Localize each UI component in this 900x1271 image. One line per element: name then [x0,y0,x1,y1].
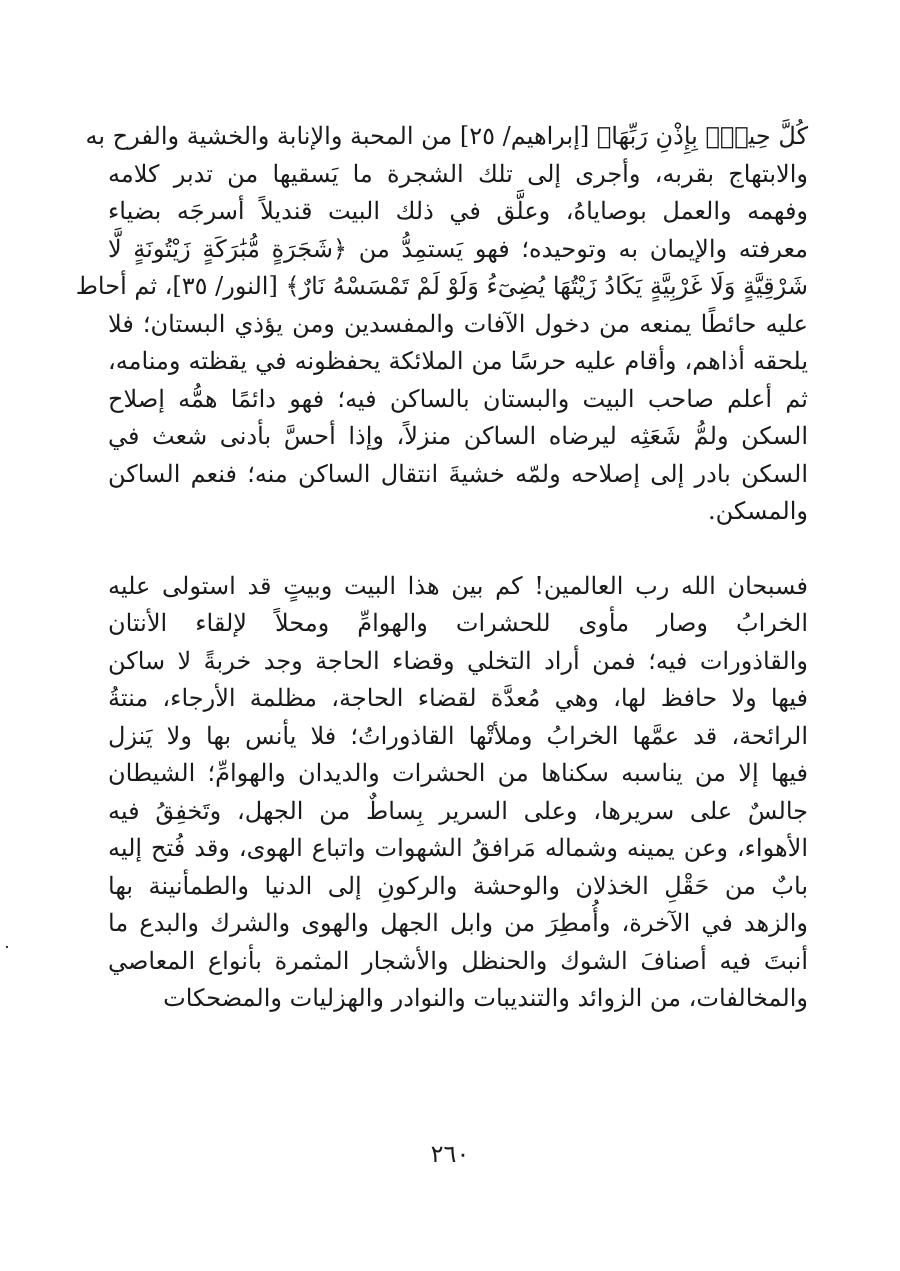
paragraph-2 [108,568,808,1018]
text-line: السكن بادر إلى إصلاحه ولمّه خشيةَ انتقال الساكن منه؛ فنعم الساكن [108,459,808,488]
text-line: شَرْقِيَّةٍ وَلَا غَرْبِيَّةٍ يَكَادُ زَيْتُهَا يُضِىٓءُ وَلَوْ لَمْ تَمْسَسْهُ نَارٌ﴾ [النور/ ٣٥]، ثم أحاط [75,272,808,300]
text-line: بابٌ من حَقْلِ الخذلان والوحشة والركونِ إلى الدنيا والطمأنينة بها [108,871,808,900]
paragraph-1 [75,118,809,531]
text-line: الخرابُ وصار مأوى للحشرات والهوامِّ ومحلاً لإلقاء الأنتان [108,609,808,637]
text-line: ثم أعلم صاحب البيت والبستان بالساكن فيه؛ فهو دائمًا همُّه إصلاح [108,384,808,413]
page-body [75,118,809,1018]
text-line: فسبحان الله رب العالمين! كم بين هذا البيت وبيتٍ قد استولى عليه [108,571,808,600]
text-line: السكن ولمُّ شَعَثِه ليرضاه الساكن منزلاً، وإذا أحسَّ بأدنى شعث في [108,422,808,450]
text-line: والابتهاج بقربه، وأجرى إلى تلك الشجرة ما يَسقيها من تدبر كلامه [108,159,808,188]
margin-dot [6,946,8,948]
page-number: ٢٦٠ [430,1140,470,1168]
text-line: والزهد في الآخرة، وأُمطِرَ من وابل الجهل والهوى والشرك والبدع ما [108,909,808,937]
text-line: والمخالفات، من الزوائد والتنديبات والنوادر والهزليات والمضحكات [163,984,808,1012]
text-line: عليه حائطًا يمنعه من دخول الآفات والمفسدين ومن يؤذي البستان؛ فلا [108,309,808,338]
text-line: معرفته والإيمان به وتوحيده؛ فهو يَستمِدُّ من ﴿شَجَرَةٍ مُّبَٰرَكَةٍ زَيْتُونَةٍ لَّا [108,234,808,263]
text-line: والمسكن. [707,497,808,525]
text-line: أنبتَ فيه أصنافَ الشوك والحنظل والأشجار المثمرة بأنواع المعاصي [108,946,808,975]
text-line: وفهمه والعمل بوصاياهُ، وعلَّق في ذلك البيت قنديلاً أسرجَه بضياء [108,197,809,225]
text-line: فيها ولا حافظ لها، وهي مُعدَّة لقضاء الحاجة، مظلمة الأرجاء، منتةُ [108,684,808,712]
text-line: جالسٌ على سريرها، وعلى السرير بِساطٌ من الجهل، وتَخفِقُ فيه [108,796,808,825]
text-line: فيها إلا من يناسبه سكناها من الحشرات والديدان والهوامِّ؛ الشيطان [108,759,808,787]
text-line: الرائحة، قد عمَّها الخرابُ وملأتْها القاذوراتُ؛ فلا يأنس بها ولا يَنزل [108,721,808,750]
text-line: الأهواء، وعن يمينه وشماله مَرافقُ الشهوات واتباع الهوى، وقد فُتح إليه [108,834,808,862]
text-line: والقاذورات فيه؛ فمن أراد التخلي وقضاء الحاجة وجد خربةً لا ساكن [108,646,808,675]
text-line: يلحقه أذاهم، وأقام عليه حرسًا من الملائكة يحفظونه في يقظته ومنامه، [108,347,808,375]
text-line: كُلَّ حِينِۭ بِإِذْنِ رَبِّهَا﴾ [إبراهيم/ ٢٥] من المحبة والإنابة والخشية والفرح به [85,122,808,150]
